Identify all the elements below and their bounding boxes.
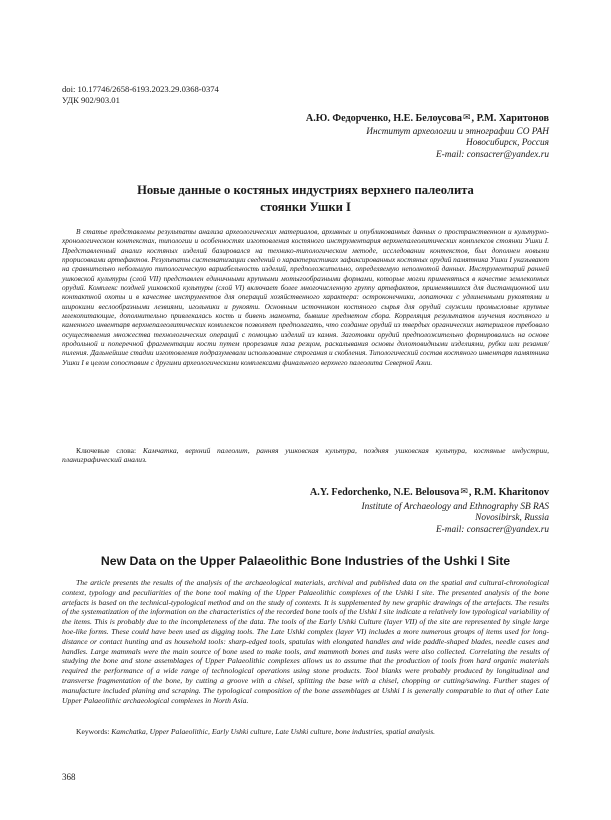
page-number: 368 [62,772,76,782]
en-affiliation-block [362,502,549,536]
mail-icon: ✉ [460,486,468,496]
en-authors [310,486,549,498]
ru-authors-post: , Р.М. Харитонов [471,113,549,124]
en-affiliation: Institute of Archaeology and Ethnography SB RAS [361,502,549,512]
ru-keywords-label: Ключевые слова: [76,446,137,455]
en-city: Novosibirsk, Russia [475,513,549,524]
doi-line: doi: 10.17746/2658-6193.2023.29.0368-0374 [62,84,219,94]
ru-authors [306,112,549,124]
ru-city: Новосибирск, Россия [465,138,549,149]
ru-title-line1: Новые данные о костяных индустриях верхнего палеолита [137,183,474,197]
en-keywords-text: Kamchatka, Upper Palaeolithic, Early Ushki culture, Late Ushki culture, bone industries, spatial analysis. [111,727,436,736]
en-keywords-label: Keywords: [76,727,110,736]
ru-email[interactable]: E-mail: consacrer@yandex.ru [435,149,549,160]
en-authors-post: , R.M. Kharitonov [468,487,549,498]
udk-line: УДК 902/903.01 [62,94,120,105]
ru-keywords [62,446,549,465]
mail-icon: ✉ [462,112,471,122]
ru-keywords-text: Камчатка, верхний палеолит, ранняя ушковская культура, поздняя ушковская культура, костяные индустрии, планиграфический анализ. [62,446,550,465]
en-authors-pre: A.Y. Fedorchenko, N.E. Belousova [309,487,460,498]
article-page [62,0,549,820]
ru-authors-pre: А.Ю. Федорченко, Н.Е. Белоусова [305,113,462,124]
doi-block [62,84,219,105]
en-title: New Data on the Upper Palaeolithic Bone Industries of the Ushki I Site [100,554,511,568]
ru-title-line2: стоянки Ушки I [260,200,351,214]
ru-title [82,182,529,216]
en-abstract: The article presents the results of the analysis of the archaeological materials, archival and published data on the spatial and cultural-chronological context, typology and peculiarities of the bone tool making of the Upper Palaeolithic complexes of the Ushki I site. The presented analysis of the bone artefacts is based on the technical-typological method and on the study of contexts. It is supplemented by new graphic drawings of the artefacts. The results of the systematization of the information on the characteristics of the recorded bone tools of the Ushki I site indicate a relatively low typological variability of the items. This is probably due to the incompleteness of the data. The tools of the Early Ushki Culture (layer VII) of the site are represented by single large hoe-like forms. These could have been used as digging tools. The Late Ushki complex (layer VI) includes a more numerous groups of items used for long-distance or contact hunting and as household tools: sharp-edged tools, spatulas with elongated handles and wide paddle-shaped blades, needle cases and handles. Large mammals were the main source of bone used to make tools, and mammoth bones and tusks were also collected. Correlating the results of studying the bone and stone assemblages of Upper Palaeolithic complexes allows us to assume that the production of tools from hard organic materials required the performance of a wide range of technological operations using stone products. Tool blanks were probably produced by longitudinal and transverse fragmentation of the bone, by cutting a groove with a chisel, splitting the base with a chisel, chopping or cutting/sawing. Further stages of manufacture included planing and scraping. The typological composition of the bone assemblages at Ushki I is generally comparable to that of other Late Upper Palaeolithic archaeological complexes in North Asia. [62,578,549,705]
ru-affiliation-block [366,127,549,161]
en-keywords [62,727,549,736]
en-email[interactable]: E-mail: consacrer@yandex.ru [435,524,549,535]
ru-affiliation: Институт археологии и этнографии СО РАН [366,127,549,137]
ru-abstract: В статье представлены результаты анализа археологических материалов, архивных и опубликованных данных о пространственном и культурно-хронологическом контекстах, типологии и особенностях изготовления костяного инструментария верхнепалеолитических комплексов стоянки Ушки I. Представленный анализ костяных изделий базировался на технико-типологическом методе, исследовании контекстов, был дополнен новыми прорисовками артефактов. Результаты систематизации сведений о характеристиках зафиксированных костяных орудий памятника Ушки I указывают на сравнительно небольшую типологическую вариабельность изделий, предположительно, определяемую неполнотой данных. Инструментарий ранней ушковской культуры (слой VII) представлен единичными крупными мотыгообразными формами, которые могли применяться в качестве землекопных орудий. Комплекс поздней ушковской культуры (слой VI) включает более многочисленную группу артефактов, применявшихся для дистанционной или контактной охоты и в качестве инструментов для операций хозяйственного характера: остроконечники, лопаточки с удлиненными рукоятями и широкими веслообразными лезвиями, игольники и рукояти. Основным источником костяного сырья для орудий служили промысловые крупные млекопитающие, дополнительно привлекалась кость и бивень мамонта, бывшие предметом сбора. Корреляция результатов изучения костяного и каменного инвентаря верхнепалеолитических комплексов позволяет предполагать, что создание орудий из твердых органических материалов требовало осуществления множества технологических операций с помощью изделий из камня. Заготовки орудий предположительно формировались на основе продольной и поперечной фрагментации кости путем прорезания паза резцом, раскалывания основы долотовидными изделиями, рубки или резания/пиления. Дальнейшие стадии изготовления подразумевали использование строгания и скобления. Типологический состав костяного инвентаря памятника Ушки I в целом сопоставим с другими археологическими комплексами финального верхнего палеолита Северной Азии. [62,227,549,367]
